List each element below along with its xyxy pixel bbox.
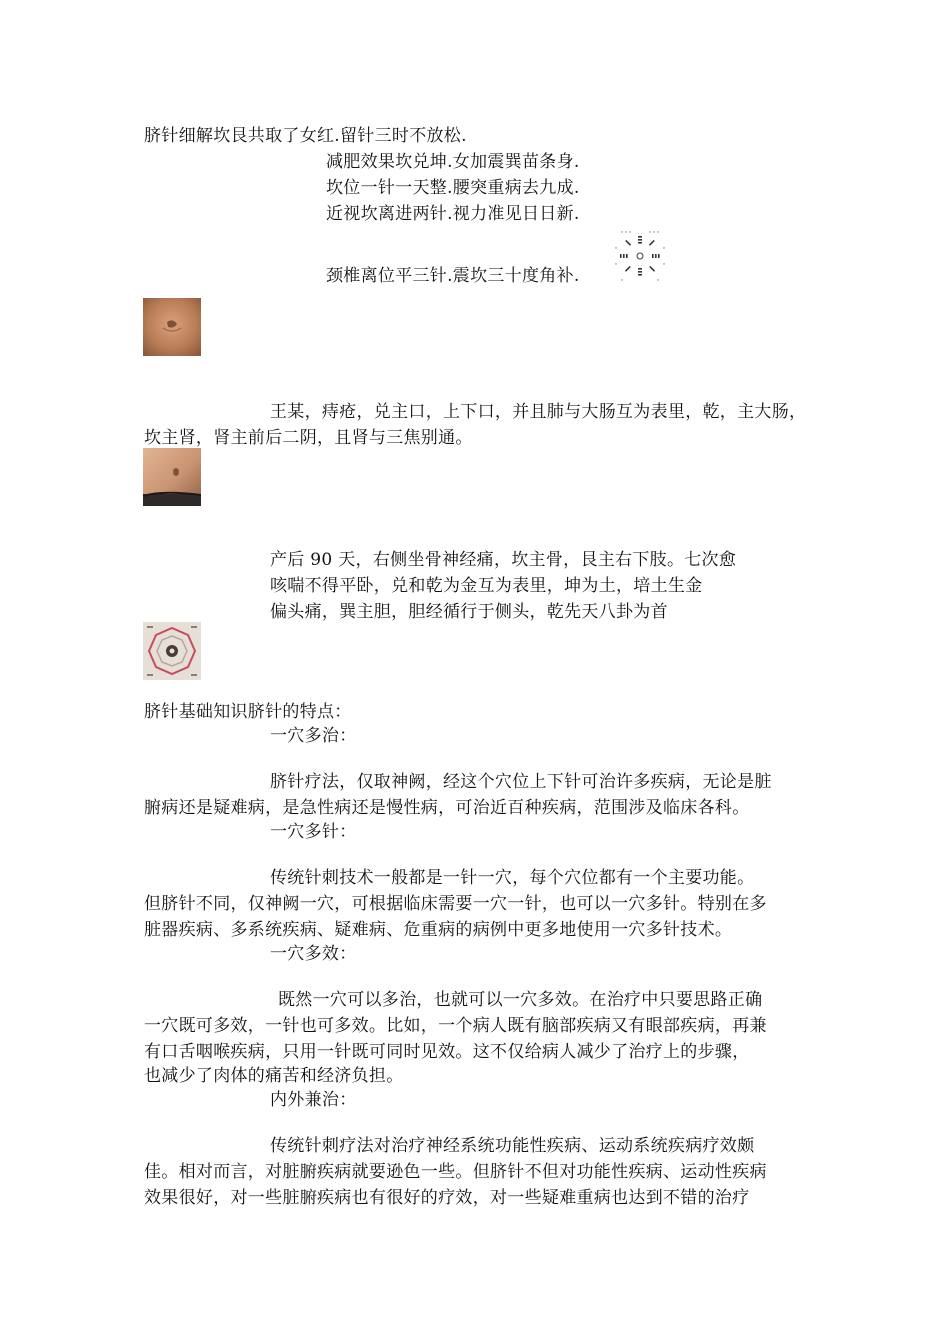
case2-line-1: 产后 90 天，右侧坐骨神经痛，坎主骨，艮主右下肢。七次愈 <box>270 550 737 570</box>
verse-line-1: 脐针细解坎艮共取了女红.留针三时不放松. <box>144 126 467 146</box>
section-1-line-1: 脐针疗法，仅取神阙，经这个穴位上下针可治许多疾病，无论是脏 <box>270 772 772 792</box>
section-heading-2: 一穴多针： <box>270 822 357 842</box>
section-1-line-2: 腑病还是疑难病，是急性病还是慢性病，可治近百种疾病，范围涉及临床各科。 <box>144 798 750 818</box>
section-4-line-2: 佳。相对而言，对脏腑疾病就要逊色一些。但脐针不但对功能性疾病、运动性疾病 <box>144 1162 767 1182</box>
verse-line-4: 近视坎离进两针.视力准见日日新. <box>326 204 580 224</box>
verse-line-3: 坎位一针一天整.腰突重病去九成. <box>326 178 580 198</box>
section-3-line-4: 也减少了肉体的痛苦和经济负担。 <box>144 1066 404 1086</box>
case1-line-1: 王某，痔疮，兑主口，上下口，并且肺与大肠互为表里，乾，主大肠， <box>270 402 807 422</box>
section-3-line-3: 有口舌咽喉疾病，只用一针既可同时见效。这不仅给病人减少了治疗上的步骤， <box>144 1042 750 1062</box>
section-2-line-3: 脏器疾病、多系统疾病、疑难病、危重病的病例中更多地使用一穴多针技术。 <box>144 920 733 940</box>
section-3-line-2: 一穴既可多效，一针也可多效。比如，一个病人既有脑部疾病又有眼部疾病，再兼 <box>144 1016 767 1036</box>
case2-line-2: 咳喘不得平卧，兑和乾为金互为表里，坤为土，培土生金 <box>270 576 703 596</box>
section-2-line-1: 传统针刺技术一般都是一针一穴，每个穴位都有一个主要功能。 <box>270 868 755 888</box>
case2-line-3: 偏头痛，巽主胆，胆经循行于侧头，乾先天八卦为首 <box>270 602 668 622</box>
section-heading-3: 一穴多效： <box>270 944 357 964</box>
verse-line-5: 颈椎离位平三针.震坎三十度角补. <box>326 266 580 286</box>
case1-line-2: 坎主肾，肾主前后二阴，且肾与三焦别通。 <box>144 428 473 448</box>
verse-line-2: 减肥效果坎兑坤.女加震巽苗条身. <box>326 152 580 172</box>
section-heading-1: 一穴多治： <box>270 726 357 746</box>
navel-photo-2 <box>143 448 201 506</box>
section-heading-4: 内外兼治： <box>270 1090 357 1110</box>
bagua-chart-photo <box>143 622 201 680</box>
navel-photo-1 <box>143 298 201 356</box>
bagua-diagram-image <box>612 228 668 284</box>
section-4-line-3: 效果很好，对一些脏腑疾病也有很好的疗效，对一些疑难重病也达到不错的治疗 <box>144 1188 750 1208</box>
section-2-line-2: 但脐针不同，仅神阙一穴，可根据临床需要一穴一针，也可以一穴多针。特别在多 <box>144 894 767 914</box>
basics-title: 脐针基础知识脐针的特点： <box>144 702 352 722</box>
section-3-line-1: 既然一穴可以多治，也就可以一穴多效。在治疗中只要思路正确 <box>278 990 763 1010</box>
section-4-line-1: 传统针刺疗法对治疗神经系统功能性疾病、运动系统疾病疗效颇 <box>270 1136 755 1156</box>
